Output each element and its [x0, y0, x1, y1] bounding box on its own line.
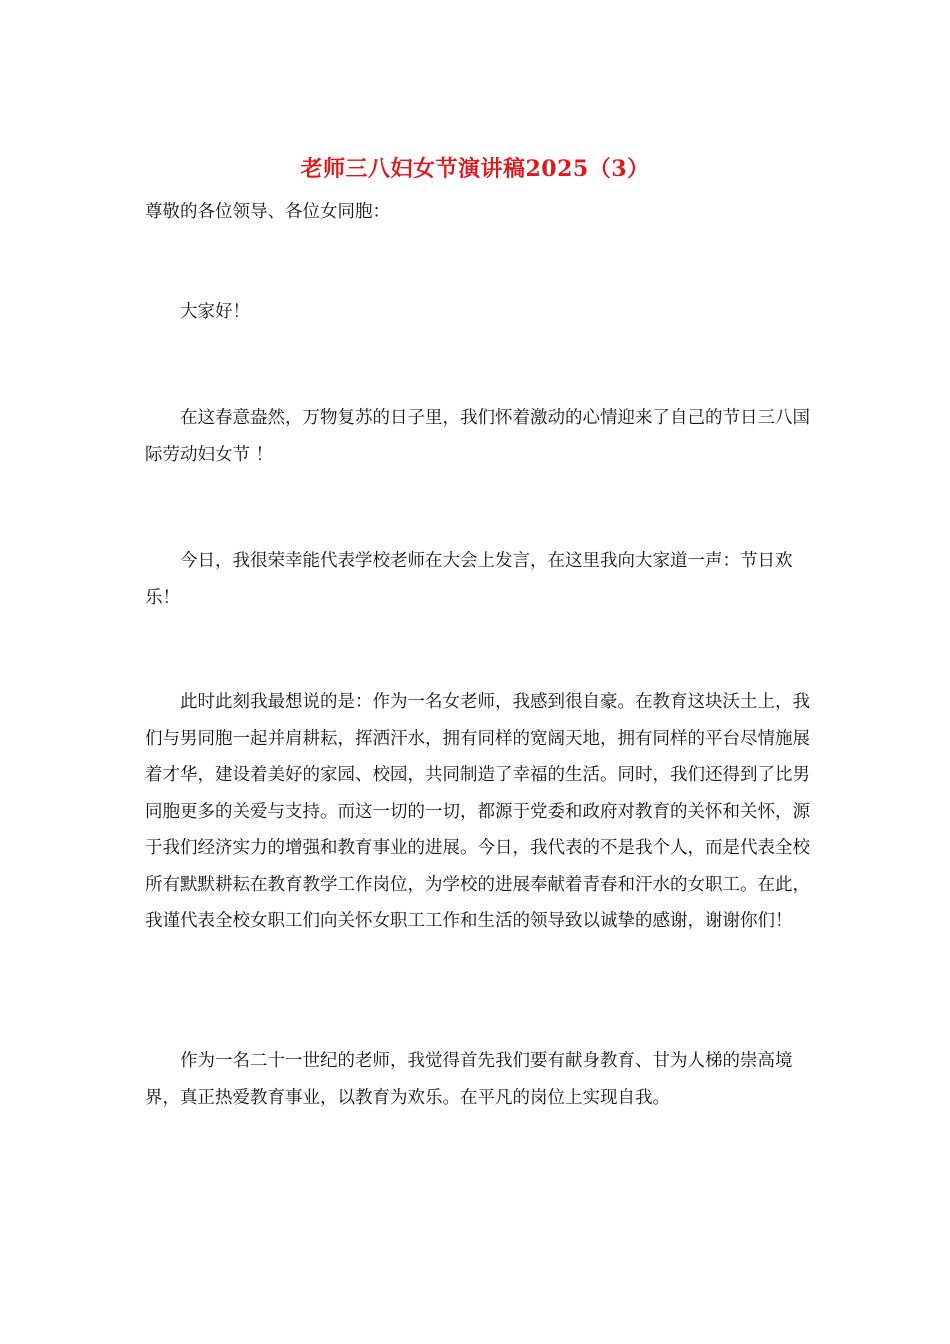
- paragraph-closing: 作为一名二十一世纪的老师，我觉得首先我们要有献身教育、甘为人梯的崇高境界，真正热爱教育事业，以教育为欢乐。在平凡的岗位上实现自我。: [145, 1051, 793, 1108]
- paragraph-greeting: 大家好！: [180, 302, 250, 322]
- salutation: 尊敬的各位领导、各位女同胞：: [145, 202, 390, 222]
- paragraph-honor: 今日，我很荣幸能代表学校老师在大会上发言，在这里我向大家道一声：节日欢乐！: [145, 551, 793, 608]
- paragraph-opening: 在这春意盎然，万物复苏的日子里，我们怀着激动的心情迎来了自己的节日三八国际劳动妇女节 ！: [145, 408, 810, 465]
- document-title: 老师三八妇女节演讲稿2025（3）: [300, 156, 650, 182]
- paragraph-main: 此时此刻我最想说的是：作为一名女老师，我感到很自豪。在教育这块沃土上，我们与男同胞一起并肩耕耘，挥洒汗水，拥有同样的宽阔天地，拥有同样的平台尽情施展着才华，建设着美好的家园、校园，共同制造了幸福的生活。同时，我们还得到了比男同胞更多的关爱与支持。而这一切的一切，都源于党委和政府对教育的关怀和关怀，源于我们经济实力的增强和教育事业的进展。今日，我代表的不是我个人，而是代表全校所有默默耕耘在教育教学工作岗位，为学校的进展奉献着青春和汗水的女职工。在此，我谨代表全校女职工们向关怀女职工工作和生活的领导致以诚挚的感谢，谢谢你们！: [145, 692, 810, 931]
